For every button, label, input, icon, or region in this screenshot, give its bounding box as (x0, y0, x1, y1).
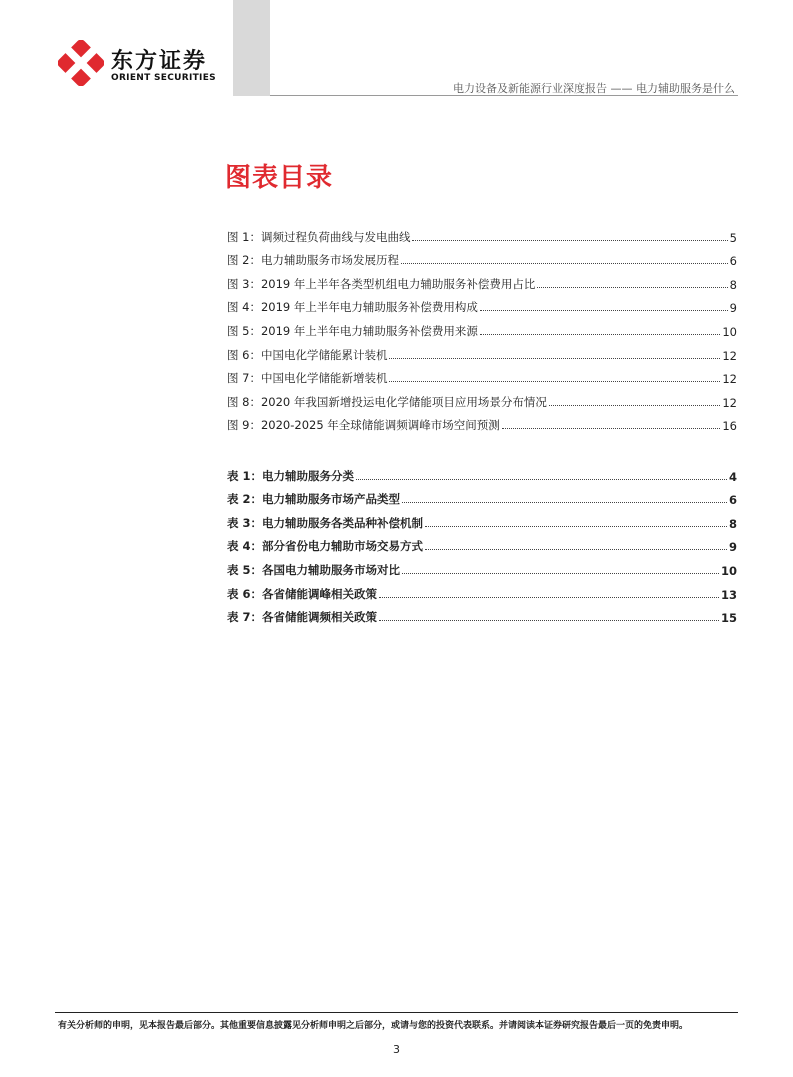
toc-entry-label: 图 6：中国电化学储能累计装机 (227, 347, 388, 362)
toc-entry-label: 图 1：调频过程负荷曲线与发电曲线 (227, 229, 411, 244)
table-list (227, 460, 737, 625)
table-list-item[interactable] (227, 531, 737, 555)
toc-entry-label: 表 1：电力辅助服务分类 (227, 468, 355, 483)
figure-list-item[interactable] (227, 386, 737, 410)
toc-entry-page: 10 (720, 563, 737, 578)
orient-securities-logo-icon (58, 40, 104, 86)
toc-entry-label: 图 5：2019 年上半年电力辅助服务补偿费用来源 (227, 323, 478, 338)
dot-leader (389, 358, 720, 359)
page-number: 3 (393, 1043, 400, 1056)
toc-entry-page: 6 (728, 493, 737, 508)
dot-leader (379, 597, 719, 598)
figure-list-item[interactable] (227, 268, 737, 292)
table-list-item[interactable] (227, 554, 737, 578)
dot-leader (480, 334, 720, 335)
dot-leader (425, 526, 727, 527)
toc-entry-label: 表 3：电力辅助服务各类品种补偿机制 (227, 515, 424, 530)
toc-entry-page: 10 (722, 324, 737, 339)
figure-list-item[interactable] (227, 292, 737, 316)
toc-entry-page: 12 (722, 372, 737, 387)
toc-entry-label: 表 4：部分省份电力辅助市场交易方式 (227, 539, 424, 554)
toc-entry-page: 8 (729, 277, 737, 292)
toc-entry-page: 8 (728, 516, 737, 531)
toc-entry-page: 12 (722, 348, 737, 363)
figure-list-item[interactable] (227, 245, 737, 269)
header-grey-bar (233, 0, 270, 96)
dot-leader (401, 263, 728, 264)
toc-entry-page: 9 (729, 301, 737, 316)
dot-leader (389, 381, 720, 382)
brand-name-en: ORIENT SECURITIES (111, 73, 216, 83)
footer-disclaimer: 有关分析师的申明，见本报告最后部分。其他重要信息披露见分析师申明之后部分，或请与您的投资代表联系。并请阅读本证券研究报告最后一页的免责申明。 (58, 1021, 689, 1031)
dot-leader (356, 479, 727, 480)
report-title: 电力设备及新能源行业深度报告 —— 电力辅助服务是什么 (453, 82, 735, 95)
toc-entry-label: 表 7：各省储能调频相关政策 (227, 610, 378, 625)
figure-list-item[interactable] (227, 410, 737, 434)
toc-entry-page: 13 (720, 587, 737, 602)
toc-entry-label: 表 6：各省储能调峰相关政策 (227, 586, 378, 601)
figure-list-item[interactable] (227, 339, 737, 363)
header-divider (270, 95, 738, 96)
table-list-item[interactable] (227, 484, 737, 508)
toc-entry-label: 图 7：中国电化学储能新增装机 (227, 371, 388, 386)
toc-entry-page: 12 (722, 395, 737, 410)
toc-entry-label: 图 2：电力辅助服务市场发展历程 (227, 253, 399, 268)
toc-entry-page: 16 (722, 419, 737, 434)
toc-entry-label: 图 4：2019 年上半年电力辅助服务补偿费用构成 (227, 300, 478, 315)
dot-leader (412, 240, 727, 241)
toc-entry-page: 15 (720, 611, 737, 626)
dot-leader (425, 549, 727, 550)
table-list-item[interactable] (227, 602, 737, 626)
figure-list-item[interactable] (227, 363, 737, 387)
toc-entry-label: 表 5：各国电力辅助服务市场对比 (227, 562, 401, 577)
toc-entry-page: 6 (729, 254, 737, 269)
toc-entry-label: 图 8：2020 年我国新增投运电化学储能项目应用场景分布情况 (227, 394, 547, 409)
toc-entry-page: 5 (729, 230, 737, 245)
toc-entry-label: 表 2：电力辅助服务市场产品类型 (227, 492, 401, 507)
table-list-item[interactable] (227, 578, 737, 602)
toc-entry-label: 图 3：2019 年上半年各类型机组电力辅助服务补偿费用占比 (227, 276, 536, 291)
page-title: 图表目录 (225, 163, 334, 193)
figure-list-item[interactable] (227, 221, 737, 245)
footer-divider (55, 1012, 738, 1013)
dot-leader (502, 428, 721, 429)
dot-leader (402, 502, 727, 503)
figure-list-item[interactable] (227, 315, 737, 339)
dot-leader (379, 620, 719, 621)
toc-entry-page: 9 (728, 540, 737, 555)
dot-leader (537, 287, 727, 288)
table-list-item[interactable] (227, 507, 737, 531)
table-list-item[interactable] (227, 460, 737, 484)
dot-leader (402, 573, 719, 574)
toc-entry-label: 图 9：2020-2025 年全球储能调频调峰市场空间预测 (227, 418, 500, 433)
dot-leader (480, 310, 728, 311)
dot-leader (549, 405, 720, 406)
brand-name-cn: 东方证券 (111, 49, 208, 74)
figure-list (227, 221, 737, 433)
toc-entry-page: 4 (728, 469, 737, 484)
